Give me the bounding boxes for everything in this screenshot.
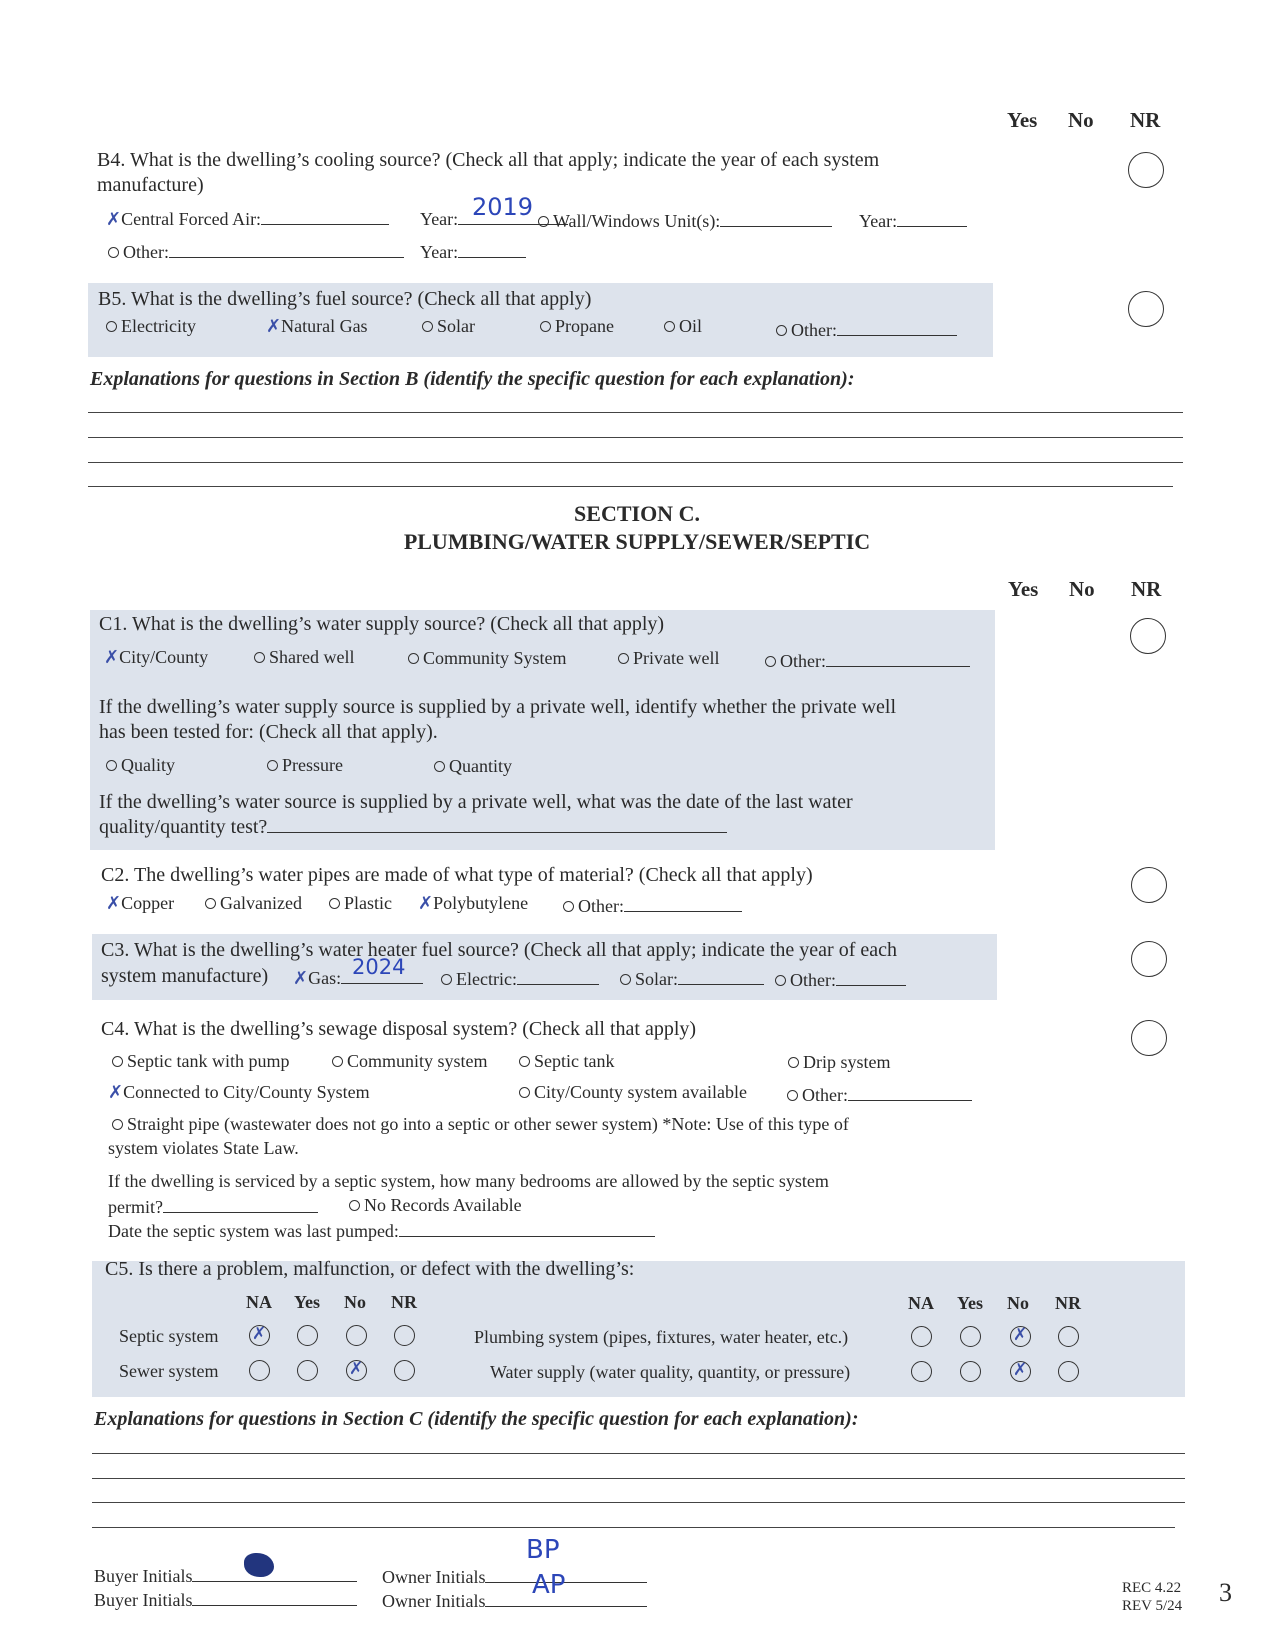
c5-row-water-supply: Water supply (water quality, quantity, or pressure) [490,1362,851,1382]
c5-plumbing-no[interactable] [1010,1326,1031,1347]
b5-option-electricity[interactable]: Electricity [106,316,196,337]
c1-test-quality[interactable]: Quality [106,755,175,776]
check-mark-icon: ✗ [108,1082,124,1103]
c5-col-yes-right: Yes [957,1293,983,1313]
b5-nr-radio[interactable] [1128,291,1164,327]
c4-pumped-field[interactable]: Date the septic system was last pumped: [108,1219,655,1242]
radio-icon [787,1090,798,1101]
col-no-header: No [1069,577,1095,601]
c1-test-pressure[interactable]: Pressure [267,755,343,776]
check-mark-icon: ✗ [349,1359,364,1379]
radio-icon [788,1057,799,1068]
radio-icon [776,325,787,336]
c1-last-test-cont[interactable]: quality/quantity test? [99,814,727,840]
section-c-subtitle: PLUMBING/WATER SUPPLY/SEWER/SEPTIC [403,529,871,554]
c5-septic-na[interactable] [249,1325,270,1346]
c5-col-nr-right: NR [1055,1293,1081,1313]
c4-option-straight-pipe[interactable]: Straight pipe (wastewater does not go into a septic or other sewer system) *Note: Use of this type of [112,1114,849,1135]
b4-question-cont: manufacture) [97,174,204,196]
c2-option-other[interactable]: Other: [563,894,742,917]
c5-septic-nr[interactable] [394,1325,415,1346]
explain-c-label: Explanations for questions in Section C (identify the specific question for each explanation): [94,1408,859,1430]
c1-test-quantity[interactable]: Quantity [434,756,512,777]
radio-icon [267,760,278,771]
c2-option-plastic[interactable]: Plastic [329,893,392,914]
c1-option-city-county[interactable]: ✗City/County [104,647,209,668]
check-mark-icon: ✗ [418,893,434,914]
c5-col-no: No [344,1292,366,1312]
c5-plumbing-nr[interactable] [1058,1326,1079,1347]
c5-col-yes: Yes [294,1292,320,1312]
page-number: 3 [1219,1578,1232,1607]
b4-other[interactable]: Other: [108,240,404,263]
c5-water-na[interactable] [911,1361,932,1382]
radio-icon [563,901,574,912]
b5-question: B5. What is the dwelling’s fuel source? (Check all that apply) [98,288,592,310]
c1-question: C1. What is the dwelling’s water supply source? (Check all that apply) [99,613,665,635]
c5-water-no[interactable] [1010,1361,1031,1382]
b4-nr-radio[interactable] [1128,152,1164,188]
check-mark-icon: ✗ [106,893,122,914]
c1-well-tested: If the dwelling’s water supply source is supplied by a private well, identify whether the private well [99,696,897,718]
c5-plumbing-na[interactable] [911,1326,932,1347]
check-mark-icon: ✗ [293,968,309,989]
c1-option-shared-well[interactable]: Shared well [254,647,354,668]
c5-sewer-nr[interactable] [394,1360,415,1381]
owner-initials-1[interactable]: Owner Initials [382,1565,647,1588]
explain-b-label: Explanations for questions in Section B (identify the specific question for each explanation): [90,368,855,390]
radio-icon [254,652,265,663]
c3-option-electric[interactable]: Electric: [441,967,599,990]
explain-b-line[interactable] [88,486,1173,487]
radio-icon [205,898,216,909]
col-yes-header: Yes [1008,577,1039,601]
buyer-initials-1[interactable]: Buyer Initials [94,1564,357,1587]
radio-icon [775,975,786,986]
b4-year-field[interactable]: Year: [420,207,568,230]
radio-icon [112,1056,123,1067]
b4-wall-windows[interactable]: Wall/Windows Unit(s): [538,209,832,232]
c1-well-tested-cont: has been tested for: (Check all that apply). [99,721,438,743]
c1-option-community[interactable]: Community System [408,648,567,669]
c4-option-community[interactable]: Community system [332,1051,488,1072]
owner-initials-handwritten-2: AP [532,1570,566,1600]
c4-option-septic-tank[interactable]: Septic tank [519,1051,614,1072]
c5-water-nr[interactable] [1058,1361,1079,1382]
c4-option-drip[interactable]: Drip system [788,1052,891,1073]
c2-question: C2. The dwelling’s water pipes are made of what type of material? (Check all that apply) [101,864,813,886]
c5-row-plumbing: Plumbing system (pipes, fixtures, water heater, etc.) [474,1327,849,1347]
radio-icon [519,1087,530,1098]
b4-central-forced-air[interactable]: ✗Central Forced Air: [106,207,389,230]
c3-question: C3. What is the dwelling’s water heater fuel source? (Check all that apply; indicate the year of each [101,939,897,961]
c3-question-cont: system manufacture) [101,965,269,987]
radio-icon [538,216,549,227]
radio-icon [349,1200,360,1211]
c3-option-other[interactable]: Other: [775,968,906,991]
c3-gas-year-handwritten: 2024 [352,955,406,979]
owner-initials-handwritten-1: BP [526,1535,560,1565]
c1-last-test: If the dwelling’s water source is supplied by a private well, what was the date of the last water [99,791,853,813]
c1-option-private-well[interactable]: Private well [618,648,719,669]
c4-option-connected[interactable]: ✗Connected to City/County System [108,1082,370,1103]
c3-nr-radio[interactable] [1131,941,1167,977]
b4-year-handwritten: 2019 [472,193,534,221]
c4-option-septic-pump[interactable]: Septic tank with pump [112,1051,289,1072]
c5-col-nr: NR [391,1292,417,1312]
owner-initials-2[interactable]: Owner Initials [382,1589,647,1612]
c2-option-galvanized[interactable]: Galvanized [205,893,302,914]
c5-question: C5. Is there a problem, malfunction, or defect with the dwelling’s: [105,1258,635,1280]
check-mark-icon: ✗ [106,209,122,230]
check-mark-icon: ✗ [252,1324,267,1344]
form-revision-2: REV 5/24 [1122,1598,1183,1614]
c2-option-copper[interactable]: ✗Copper [106,893,175,914]
col-no-header: No [1068,108,1094,132]
radio-icon [106,321,117,332]
c5-col-na: NA [246,1292,272,1312]
c1-option-other[interactable]: Other: [765,649,970,672]
c4-option-no-records[interactable]: No Records Available [349,1195,522,1216]
col-nr-header: NR [1130,108,1161,132]
c5-septic-yes[interactable] [297,1325,318,1346]
radio-icon [329,898,340,909]
col-nr-header: NR [1131,577,1162,601]
c5-row-sewer: Sewer system [119,1361,219,1381]
c5-col-no-right: No [1007,1293,1029,1313]
radio-icon [112,1119,123,1130]
col-yes-header: Yes [1007,108,1038,132]
radio-icon [664,321,675,332]
check-mark-icon: ✗ [1013,1325,1028,1345]
c1-nr-radio[interactable] [1130,618,1166,654]
b5-option-solar[interactable]: Solar [422,316,475,337]
radio-icon [618,653,629,664]
buyer-initials-scribble [244,1553,274,1577]
c4-option-other[interactable]: Other: [787,1083,972,1106]
c4-straight-pipe-cont: system violates State Law. [108,1138,299,1158]
radio-icon [519,1056,530,1067]
explain-b-line[interactable] [88,412,1183,413]
form-revision-1: REC 4.22 [1122,1580,1182,1596]
b4-question: B4. What is the dwelling’s cooling source? (Check all that apply; indicate the year of each system [97,149,880,171]
radio-icon [332,1056,343,1067]
radio-icon [620,974,631,985]
check-mark-icon: ✗ [266,316,282,337]
b5-option-propane[interactable]: Propane [540,316,614,337]
explain-c-line[interactable] [92,1478,1185,1479]
radio-icon [422,321,433,332]
radio-icon [408,653,419,664]
c5-col-na-right: NA [908,1293,934,1313]
b5-option-natural-gas[interactable]: ✗Natural Gas [266,316,368,337]
c4-permit-field[interactable]: permit? [108,1195,318,1218]
c5-row-septic: Septic system [119,1326,219,1346]
c5-septic-no[interactable] [346,1325,367,1346]
explain-b-line[interactable] [88,462,1183,463]
radio-icon [540,321,551,332]
c4-bedrooms: If the dwelling is serviced by a septic system, how many bedrooms are allowed by the septic system [108,1171,829,1191]
c5-plumbing-yes[interactable] [960,1326,981,1347]
b4-year3-field[interactable]: Year: [420,240,526,263]
c5-water-yes[interactable] [960,1361,981,1382]
c5-sewer-no[interactable] [346,1360,367,1381]
c4-question: C4. What is the dwelling’s sewage disposal system? (Check all that apply) [101,1018,697,1040]
explain-b-line[interactable] [88,437,1183,438]
radio-icon [765,656,776,667]
explain-c-line[interactable] [92,1453,1185,1454]
c3-option-gas[interactable]: ✗Gas: [293,966,423,989]
c2-nr-radio[interactable] [1131,867,1167,903]
section-c-title: SECTION C. [574,501,700,526]
c4-option-available[interactable]: City/County system available [519,1082,747,1103]
c5-sewer-na[interactable] [249,1360,270,1381]
c4-nr-radio[interactable] [1131,1020,1167,1056]
explain-c-line[interactable] [92,1502,1185,1503]
b5-option-other[interactable]: Other: [776,318,957,341]
radio-icon [434,761,445,772]
radio-icon [106,760,117,771]
c5-sewer-yes[interactable] [297,1360,318,1381]
radio-icon [441,974,452,985]
explain-c-line[interactable] [92,1527,1175,1528]
b4-year2-field[interactable]: Year: [859,209,967,232]
check-mark-icon: ✗ [104,647,120,668]
buyer-initials-2[interactable]: Buyer Initials [94,1588,357,1611]
check-mark-icon: ✗ [1013,1360,1028,1380]
c3-option-solar[interactable]: Solar: [620,967,764,990]
radio-icon [108,247,119,258]
b5-option-oil[interactable]: Oil [664,316,702,337]
c2-option-polybutylene[interactable]: ✗Polybutylene [418,893,529,914]
